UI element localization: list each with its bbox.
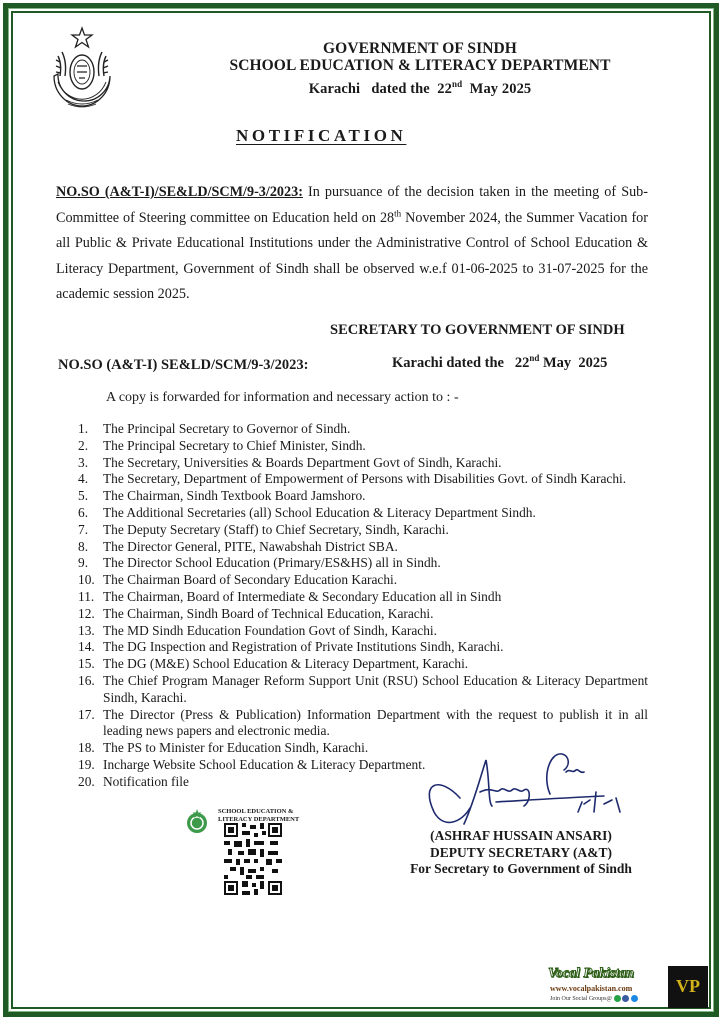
item-number: 15. bbox=[78, 656, 95, 672]
notification-reference: NO.SO (A&T-I)/SE&LD/SCM/9-3/2023: bbox=[56, 184, 303, 200]
qr-code[interactable] bbox=[224, 823, 282, 895]
list-item bbox=[78, 488, 648, 505]
watermark-social bbox=[550, 995, 638, 1002]
item-number: 19. bbox=[78, 756, 95, 772]
item-text: The Director General, PITE, Nawabshah District SBA. bbox=[103, 538, 398, 554]
qr-label-line1: SCHOOL EDUCATION & bbox=[218, 808, 294, 815]
watermark-social-text: Join Our Social Groups@ bbox=[550, 995, 613, 1002]
qr-label bbox=[218, 808, 299, 823]
list-item bbox=[78, 673, 648, 707]
watermark-brand: Vocal Pakistan bbox=[548, 966, 634, 981]
list-item bbox=[78, 539, 648, 556]
item-number: 14. bbox=[78, 639, 95, 655]
copy-date-prefix: Karachi dated the 22 bbox=[392, 355, 530, 371]
vp-logo: VP bbox=[668, 966, 708, 1008]
list-item bbox=[78, 522, 648, 539]
copy-date-sup: nd bbox=[529, 353, 540, 364]
item-text: The DG Inspection and Registration of Private Institutions Sindh, Karachi. bbox=[103, 639, 504, 655]
signatory-name: (ASHRAF HUSSAIN ANSARI) bbox=[430, 828, 612, 843]
item-number: 7. bbox=[78, 521, 89, 537]
list-item bbox=[78, 656, 648, 673]
item-number: 11. bbox=[78, 588, 95, 604]
vocal-pakistan-watermark bbox=[548, 966, 710, 1010]
copy-date-suffix: May 2025 bbox=[539, 355, 608, 371]
government-heading: GOVERNMENT OF SINDH bbox=[323, 40, 517, 57]
item-text: The DG (M&E) School Education & Literacy Department, Karachi. bbox=[103, 656, 469, 672]
notification-body bbox=[56, 180, 648, 308]
item-number: 16. bbox=[78, 672, 95, 688]
item-number: 2. bbox=[78, 437, 89, 453]
department-heading: SCHOOL EDUCATION & LITERACY DEPARTMENT bbox=[229, 57, 611, 74]
item-text: The Principal Secretary to Chief Minister, Sindh. bbox=[103, 437, 366, 453]
list-item bbox=[78, 606, 648, 623]
item-text: The Chairman, Sindh Textbook Board Jamshoro. bbox=[103, 488, 366, 504]
item-number: 5. bbox=[78, 488, 89, 504]
list-item bbox=[78, 505, 648, 522]
signatory-designation: DEPUTY SECRETARY (A&T) bbox=[429, 844, 613, 860]
header-date-suffix: nd bbox=[452, 79, 463, 90]
list-item bbox=[78, 572, 648, 589]
item-number: 10. bbox=[78, 572, 95, 588]
list-item bbox=[78, 455, 648, 472]
item-number: 1. bbox=[78, 421, 89, 436]
watermark-url[interactable]: www.vocalpakistan.com bbox=[550, 984, 633, 993]
item-number: 18. bbox=[78, 740, 95, 756]
item-number: 8. bbox=[78, 538, 89, 554]
item-text: The MD Sindh Education Foundation Govt of Sindh, Karachi. bbox=[103, 622, 437, 638]
item-text: The Secretary, Department of Empowerment of Persons with Disabilities Govt. of Sindh Karachi. bbox=[103, 471, 627, 487]
list-item bbox=[78, 707, 648, 741]
notification-title: NOTIFICATION bbox=[236, 126, 407, 145]
item-number: 13. bbox=[78, 622, 95, 638]
list-item bbox=[78, 623, 648, 640]
copy-date bbox=[392, 355, 607, 372]
item-text: The Chairman, Board of Intermediate & Secondary Education all in Sindh bbox=[103, 588, 502, 604]
signatory-block bbox=[396, 828, 646, 878]
item-number: 3. bbox=[78, 454, 89, 470]
header-date-prefix: Karachi dated the bbox=[308, 81, 438, 97]
whatsapp-icon[interactable] bbox=[614, 995, 621, 1002]
list-item bbox=[78, 555, 648, 572]
item-text: The Deputy Secretary (Staff) to Chief Secretary, Sindh, Karachi. bbox=[103, 521, 449, 537]
signature-icon bbox=[400, 742, 650, 834]
item-text: The Principal Secretary to Governor of Sindh. bbox=[103, 421, 351, 436]
item-number: 6. bbox=[78, 504, 89, 520]
qr-label-line2: LITERACY DEPARTMENT bbox=[218, 815, 300, 823]
body-text-sup: th bbox=[394, 207, 402, 218]
item-text: Notification file bbox=[103, 773, 189, 789]
secretary-line: SECRETARY TO GOVERNMENT OF SINDH bbox=[330, 322, 625, 338]
body-text-1: In pursuance of the decision taken in the meeting of Sub-Committee of Steering committee on Education held on 28 bbox=[56, 184, 649, 226]
facebook-icon[interactable] bbox=[622, 995, 629, 1002]
copy-reference: NO.SO (A&T-I) SE&LD/SCM/9-3/2023: bbox=[58, 357, 309, 373]
list-item bbox=[78, 421, 648, 438]
item-text: The Chief Program Manager Reform Support Unit (RSU) School Education & Literacy Department Sindh, Karachi. bbox=[103, 672, 648, 705]
item-number: 20. bbox=[78, 773, 95, 789]
item-text: The PS to Minister for Education Sindh, Karachi. bbox=[103, 740, 369, 756]
forward-text: A copy is forwarded for information and necessary action to : - bbox=[106, 390, 459, 405]
item-text: The Director (Press & Publication) Information Department with the request to publish it in all leading news papers and electronic media. bbox=[103, 706, 648, 739]
header-date-day: 22 bbox=[437, 81, 452, 97]
item-text: Incharge Website School Education & Literacy Department. bbox=[103, 756, 426, 772]
item-text: The Chairman Board of Secondary Education Karachi. bbox=[103, 572, 398, 588]
signatory-for-line: For Secretary to Government of Sindh bbox=[410, 861, 632, 876]
recipients-list bbox=[78, 421, 648, 791]
item-number: 17. bbox=[78, 706, 95, 722]
item-text: The Director School Education (Primary/ES&HS) all in Sindh. bbox=[103, 555, 441, 571]
header-date-month-year: May 2025 bbox=[462, 81, 532, 97]
list-item bbox=[78, 589, 648, 606]
list-item bbox=[78, 471, 648, 488]
item-text: The Additional Secretaries (all) School Education & Literacy Department Sindh. bbox=[103, 504, 536, 520]
header-date bbox=[200, 81, 640, 98]
department-logo-icon bbox=[186, 808, 208, 834]
body-text-2: November 2024, the Summer Vacation for all Public & Private Educational Institutions under the Administrative Control of School Education & Literacy Department, Government of Sindh shall be observed w.e.f 01-06-2025 to 31-07-2025 for the academic session 2025. bbox=[56, 209, 648, 302]
item-text: The Chairman, Sindh Board of Technical Education, Karachi. bbox=[103, 605, 434, 621]
list-item bbox=[78, 639, 648, 656]
linkedin-icon[interactable] bbox=[631, 995, 638, 1002]
item-number: 12. bbox=[78, 605, 95, 621]
item-number: 9. bbox=[78, 555, 89, 571]
sindh-emblem-icon bbox=[44, 26, 120, 116]
list-item bbox=[78, 438, 648, 455]
item-text: The Secretary, Universities & Boards Department Govt of Sindh, Karachi. bbox=[103, 454, 502, 470]
item-number: 4. bbox=[78, 471, 89, 487]
